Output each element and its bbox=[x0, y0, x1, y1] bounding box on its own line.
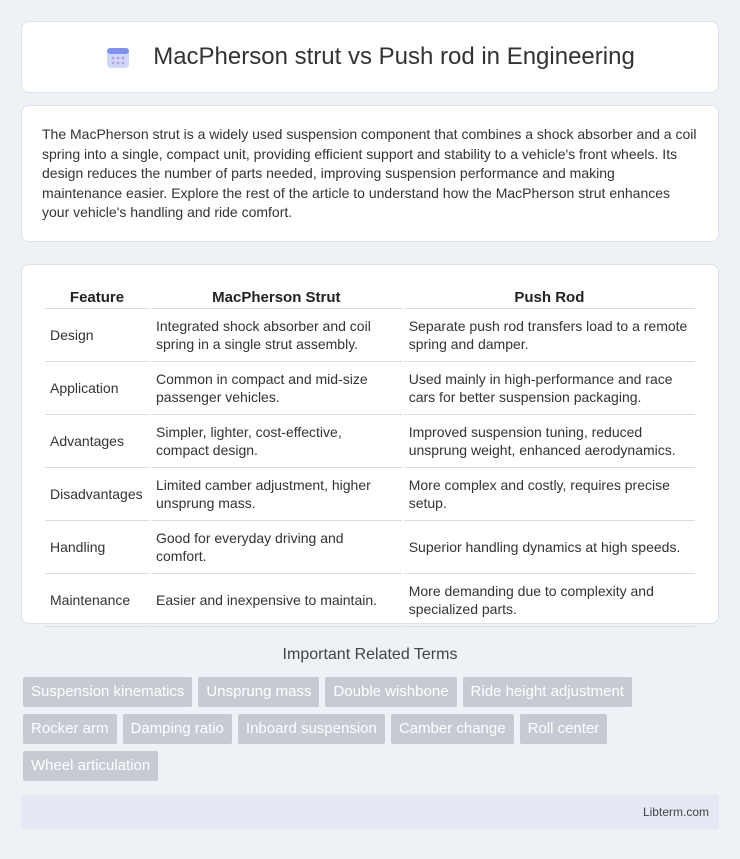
table-row bbox=[45, 521, 695, 574]
related-term-tag[interactable]: Suspension kinematics bbox=[23, 677, 192, 707]
related-terms-title: Important Related Terms bbox=[282, 646, 458, 663]
column-header: MacPherson Strut bbox=[151, 283, 402, 309]
related-term-tag[interactable]: Inboard suspension bbox=[238, 714, 385, 744]
related-term-tag[interactable]: Rocker arm bbox=[23, 714, 117, 744]
table-cell: Simpler, lighter, cost-effective, compact design. bbox=[151, 415, 402, 468]
related-term-tag[interactable]: Wheel articulation bbox=[23, 751, 158, 781]
table-cell: Common in compact and mid-size passenger vehicles. bbox=[151, 362, 402, 415]
table-cell: Superior handling dynamics at high speeds. bbox=[404, 521, 695, 574]
table-row bbox=[45, 309, 695, 362]
table-cell: Advantages bbox=[45, 415, 149, 468]
page-title: MacPherson strut vs Push rod in Engineering bbox=[153, 43, 635, 70]
table-cell: Application bbox=[45, 362, 149, 415]
table-cell: Used mainly in high-performance and race cars for better suspension packaging. bbox=[404, 362, 695, 415]
column-header: Feature bbox=[45, 283, 149, 309]
table-cell: Integrated shock absorber and coil spring in a single strut assembly. bbox=[151, 309, 402, 362]
related-term-tag[interactable]: Ride height adjustment bbox=[463, 677, 632, 707]
related-term-tag[interactable]: Damping ratio bbox=[123, 714, 232, 744]
related-term-tag[interactable]: Camber change bbox=[391, 714, 514, 744]
table-cell: Good for everyday driving and comfort. bbox=[151, 521, 402, 574]
footer bbox=[21, 795, 719, 829]
table-cell: Design bbox=[45, 309, 149, 362]
table-cell: Improved suspension tuning, reduced unsprung weight, enhanced aerodynamics. bbox=[404, 415, 695, 468]
table-row bbox=[45, 468, 695, 521]
table-row bbox=[45, 574, 695, 627]
table-cell: Handling bbox=[45, 521, 149, 574]
comparison-table bbox=[43, 283, 697, 627]
related-term-tag[interactable]: Double wishbone bbox=[325, 677, 456, 707]
calendar-icon bbox=[105, 44, 131, 70]
footer-site-link[interactable]: Libterm.com bbox=[642, 805, 709, 819]
comparison-section bbox=[21, 264, 719, 624]
table-row bbox=[45, 362, 695, 415]
table-cell: Limited camber adjustment, higher unsprung mass. bbox=[151, 468, 402, 521]
table-header-row bbox=[45, 283, 695, 309]
table-cell: Maintenance bbox=[45, 574, 149, 627]
intro-section bbox=[21, 105, 719, 242]
column-header: Push Rod bbox=[404, 283, 695, 309]
intro-text: The MacPherson strut is a widely used suspension component that combines a shock absorber and a coil spring into a single, compact unit, providing efficient support and stability to a vehicle's front wheels. Its design reduces the number of parts needed, improving suspension performance and making maintenance easier. Explore the rest of the article to understand how the MacPherson strut enhances your vehicle's handling and ride comfort. bbox=[42, 126, 697, 220]
table-cell: More demanding due to complexity and specialized parts. bbox=[404, 574, 695, 627]
table-cell: Disadvantages bbox=[45, 468, 149, 521]
related-term-tag[interactable]: Roll center bbox=[520, 714, 608, 744]
table-cell: More complex and costly, requires precise setup. bbox=[404, 468, 695, 521]
related-terms-list bbox=[23, 677, 713, 788]
page-header bbox=[21, 21, 719, 93]
table-cell: Easier and inexpensive to maintain. bbox=[151, 574, 402, 627]
related-term-tag[interactable]: Unsprung mass bbox=[198, 677, 319, 707]
table-row bbox=[45, 415, 695, 468]
table-cell: Separate push rod transfers load to a remote spring and damper. bbox=[404, 309, 695, 362]
